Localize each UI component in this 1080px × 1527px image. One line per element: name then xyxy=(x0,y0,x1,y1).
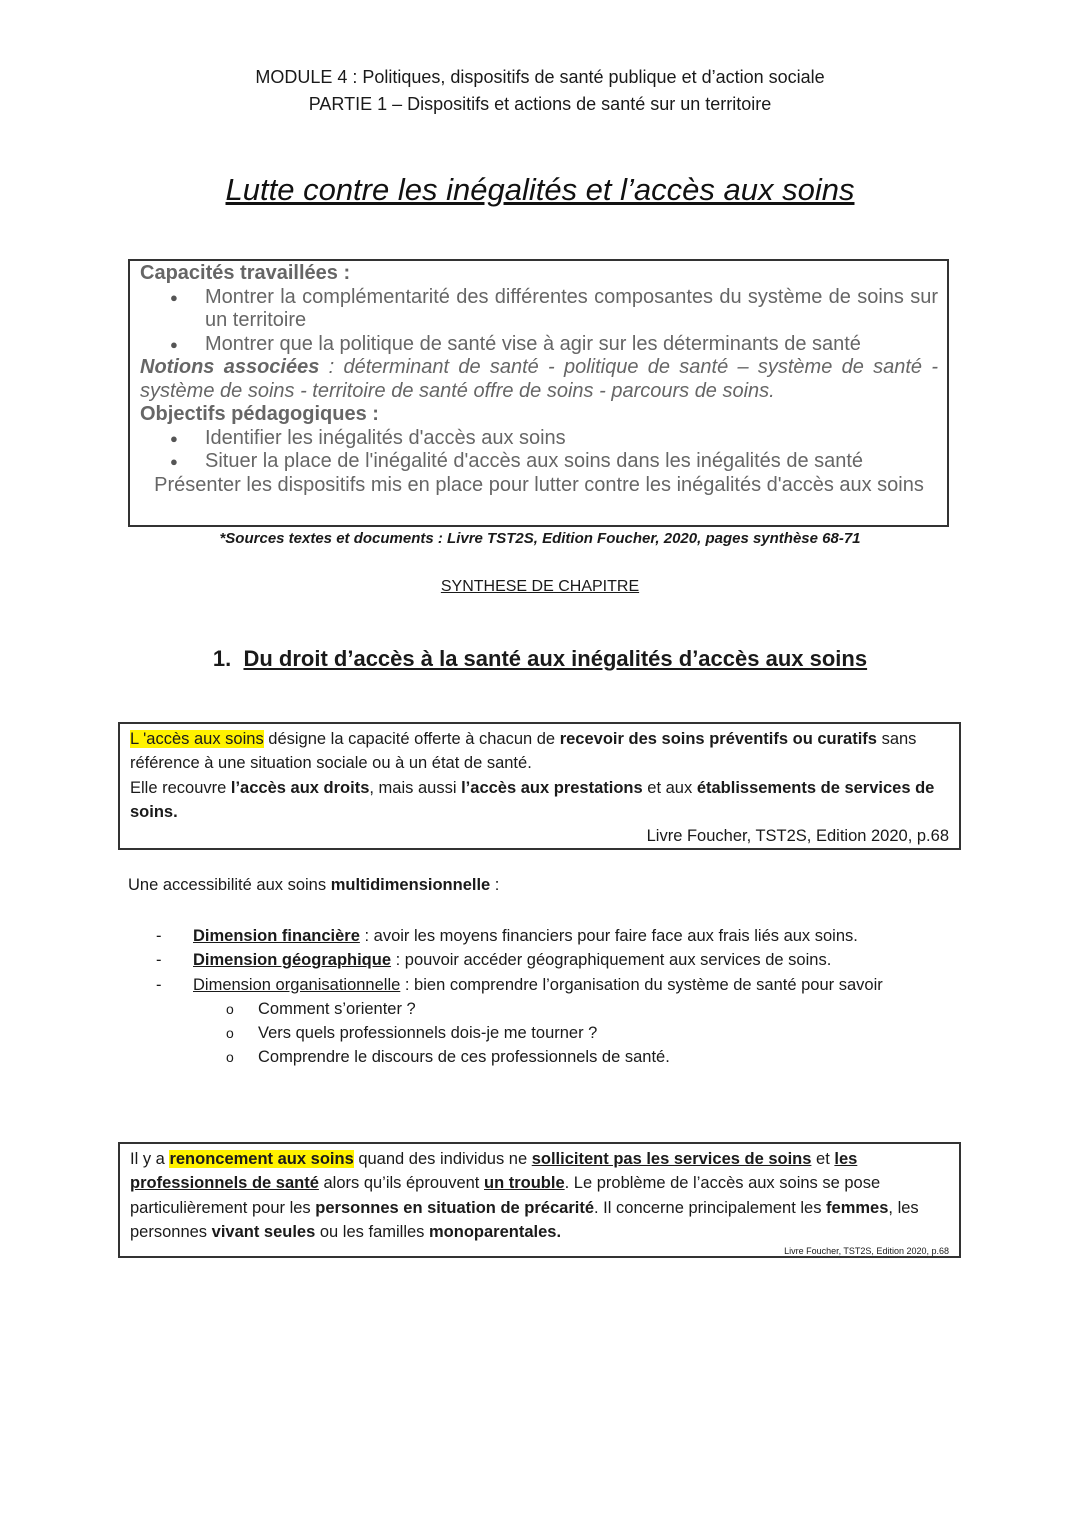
text-run: et xyxy=(811,1150,835,1168)
text-run: , les personnes xyxy=(130,1198,919,1241)
section-title: Du droit d’accès à la santé aux inégalités d’accès aux soins xyxy=(243,646,868,671)
bold-run: vivant seules xyxy=(211,1222,316,1241)
highlight-term: L 'accès aux soins xyxy=(130,730,264,748)
notions-paragraph xyxy=(140,356,938,403)
section-heading xyxy=(0,646,1080,672)
page-title: Lutte contre les inégalités et l’accès aux soins xyxy=(225,172,855,207)
text-run: . Le problème de l’accès aux soins se pose particulièrement pour les xyxy=(130,1174,881,1217)
question-text: Vers quels professionnels dois-je me tourner ? xyxy=(258,1024,598,1043)
question-item: o Comprendre le discours de ces professionnels de santé. xyxy=(226,1048,670,1067)
objectif-item: ● Identifier les inégalités d'accès aux soins xyxy=(170,427,938,451)
notions-label: Notions associées xyxy=(140,356,320,378)
definition-acces-box xyxy=(118,722,961,850)
definition-acces-text-2 xyxy=(130,776,949,825)
sources-note: *Sources textes et documents : Livre TST2S, Edition Foucher, 2020, pages synthèse 68-71 xyxy=(219,530,861,547)
dimension-text: : bien comprendre l’organisation du système de santé pour savoir xyxy=(400,975,883,994)
capacites-label: Capacités travaillées : xyxy=(140,262,351,284)
capacite-item: ● Montrer que la politique de santé vise à agir sur les déterminants de santé xyxy=(170,333,938,357)
text-run: , mais aussi xyxy=(369,778,462,797)
dimension-text: : avoir les moyens financiers pour faire face aux frais liés aux soins. xyxy=(359,927,858,945)
objectives-box xyxy=(128,259,949,527)
dimension-label: Dimension organisationnelle xyxy=(193,975,401,994)
text-run: ou les familles xyxy=(315,1222,429,1241)
objectif-item: ● Situer la place de l'inégalité d'accès aux soins dans les inégalités de santé xyxy=(170,450,938,474)
bold-run: monoparentales. xyxy=(429,1222,562,1241)
bold-run: l’accès aux droits xyxy=(230,778,370,797)
underlined-run: sollicitent pas les services de soins xyxy=(531,1150,812,1168)
objectifs-list xyxy=(140,427,938,474)
module-header: MODULE 4 : Politiques, dispositifs de santé publique et d’action sociale xyxy=(255,67,825,87)
underlined-run: les professionnels de santé xyxy=(130,1150,858,1193)
capacite-item: ● Montrer la complémentarité des différentes composantes du système de soins sur un territoire xyxy=(170,286,938,333)
dimension-item: - Dimension financière : avoir les moyens financiers pour faire face aux frais liés aux soins. xyxy=(156,927,858,945)
text-run: alors qu’ils éprouvent xyxy=(318,1174,484,1193)
text-run: Elle recouvre xyxy=(130,778,231,797)
text-run: quand des individus ne xyxy=(353,1150,532,1168)
synthese-title: SYNTHESE DE CHAPITRE xyxy=(440,578,640,595)
text-run: désigne la capacité offerte à chacun de xyxy=(263,730,560,748)
questions-list xyxy=(148,997,948,1070)
accessibility-intro xyxy=(128,876,499,895)
notions-text: : déterminant de santé - politique de santé – système de santé - système de soins - territoire de santé offre de soins - parcours de soins. xyxy=(140,356,938,402)
bold-run: l’accès aux prestations xyxy=(461,778,643,797)
dimensions-list xyxy=(148,924,948,1070)
dimension-text: : pouvoir accéder géographiquement aux services de soins. xyxy=(391,951,832,970)
question-item: o Vers quels professionnels dois-je me tourner ? xyxy=(226,1024,598,1043)
text-run: Une accessibilité aux soins xyxy=(128,876,331,894)
text-run: Il y a xyxy=(130,1150,170,1168)
dimension-item: - Dimension géographique : pouvoir accéder géographiquement aux services de soins. xyxy=(156,951,832,970)
question-text: Comprendre le discours de ces professionnels de santé. xyxy=(258,1048,670,1067)
capacites-list xyxy=(140,286,938,357)
text-run: : xyxy=(490,876,500,894)
bold-run: recevoir des soins préventifs ou curatifs xyxy=(559,730,877,748)
text-run: . Il concerne principalement les xyxy=(594,1198,827,1217)
question-item: o Comment s’orienter ? xyxy=(226,999,416,1018)
dimension-label: Dimension géographique xyxy=(193,951,392,970)
bold-run: femmes xyxy=(826,1198,889,1217)
bold-run: multidimensionnelle xyxy=(330,876,491,894)
highlight-term: renoncement aux soins xyxy=(169,1150,354,1168)
underlined-run: un trouble xyxy=(483,1174,565,1193)
dimension-label: Dimension financière xyxy=(193,927,360,945)
definition-renoncement-text xyxy=(130,1147,949,1244)
bold-run: établissements de services de soins. xyxy=(130,778,935,821)
question-text: Comment s’orienter ? xyxy=(258,999,416,1018)
section-number: 1. xyxy=(212,646,232,671)
objectifs-label: Objectifs pédagogiques : xyxy=(140,403,379,425)
definition-acces-text xyxy=(130,727,949,776)
text-run: et aux xyxy=(642,778,697,797)
reference-note: Livre Foucher, TST2S, Edition 2020, p.68 xyxy=(646,827,949,846)
definition-renoncement-box xyxy=(118,1142,961,1258)
reference-note: Livre Foucher, TST2S, Edition 2020, p.68 xyxy=(784,1246,949,1257)
text-run: sans référence à une situation sociale ou à un état de santé. xyxy=(130,730,917,773)
bold-run: personnes en situation de précarité xyxy=(315,1198,595,1217)
objectif-item-last: Présenter les dispositifs mis en place pour lutter contre les inégalités d'accès aux soins xyxy=(154,473,924,496)
part-header: PARTIE 1 – Dispositifs et actions de santé sur un territoire xyxy=(308,94,772,114)
dimension-item: - Dimension organisationnelle : bien comprendre l’organisation du système de santé pour savoir xyxy=(156,975,883,994)
